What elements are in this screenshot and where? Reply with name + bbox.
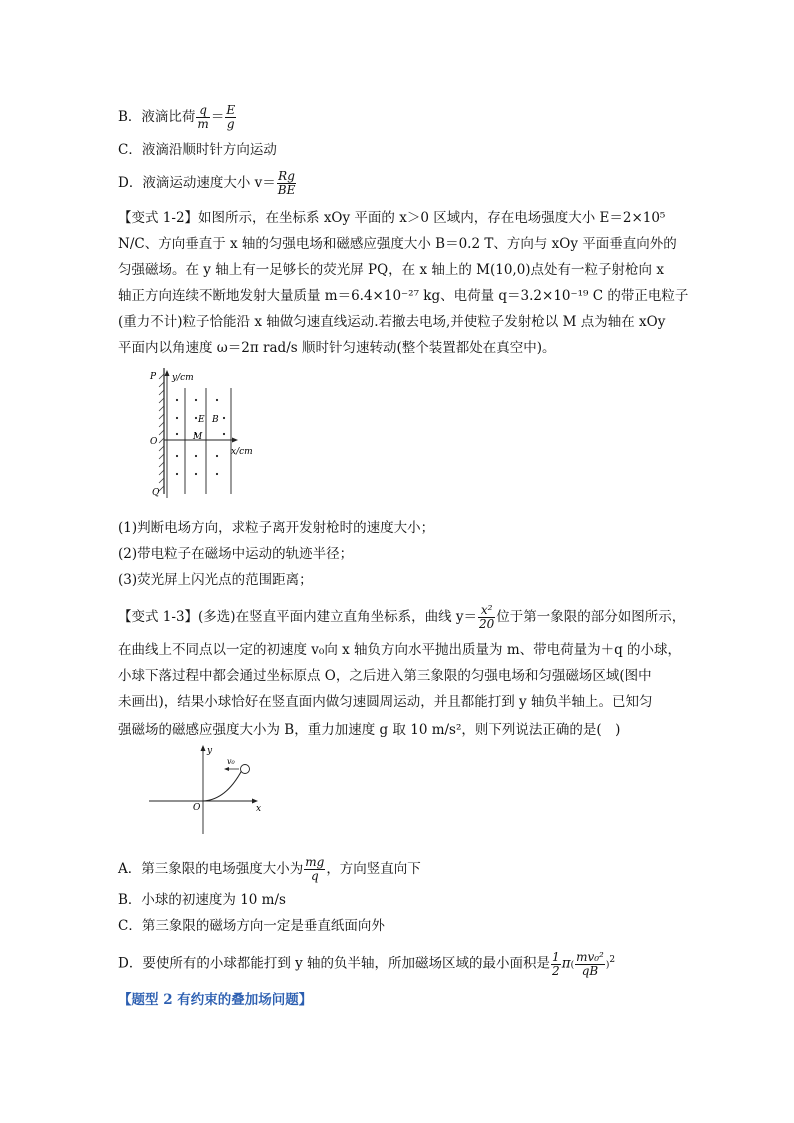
var13-line5: 强磁场的磁感应强度大小为 B，重力加速度 g 取 10 m/s²，则下列说法正确的是( )	[118, 722, 621, 738]
var12-line2: N/C、方向垂直于 x 轴的匀强电场和磁感应强度大小 B＝0.2 T、方向与 xOy 平面垂直向外的	[118, 236, 677, 252]
var13-line1-suffix: 位于第一象限的部分如图所示，	[496, 609, 686, 625]
y-axis-label: y/cm	[172, 373, 194, 383]
fraction-one-half: $\frac{1}{2}$	[552, 949, 560, 978]
fraction-mv0-over-qb: $\frac{\text{mv₀²}}{qB}$	[576, 949, 604, 978]
field-diagram-figure	[140, 368, 280, 502]
var12-line6: 平面内以角速度 ω＝2π rad/s 顺时针匀速转动(整个装置都处在真空中)。	[118, 340, 556, 356]
var12-line5: (重力不计)粒子恰能沿 x 轴做匀速直线运动.若撤去电场,并使粒子发射枪以 M 点为轴在 xOy	[118, 314, 666, 330]
var12-line4: 轴正方向连续不断地发射大量质量 m＝6.4×10⁻²⁷ kg、电荷量 q＝3.2×10⁻¹⁹ C 的带正电粒子	[118, 288, 689, 304]
fraction-x2-over-20: $\frac{\text{x²}}{20}$	[478, 603, 495, 631]
exponent-2: 2	[609, 955, 616, 965]
option-a-suffix: ，方向竖直向下	[326, 861, 421, 877]
label-y: y	[207, 746, 213, 756]
fraction-rg-over-be: $\frac{Rg}{BE}$	[277, 169, 296, 197]
fraction-e-over-g: $\frac{E}{g}$	[226, 103, 236, 131]
projectile-diagram-figure	[146, 744, 264, 836]
pi-symbol: π	[561, 955, 571, 972]
label-o: O	[150, 437, 158, 447]
question-2: (2)带电粒子在磁场中运动的轨迹半径；	[118, 546, 354, 562]
label-o: O	[193, 803, 201, 813]
fraction-mg-over-q: $\frac{mg}{q}$	[305, 855, 325, 883]
var13-line4: 未画出)，结果小球恰好在竖直面内做匀速圆周运动，并且都能打到 y 轴负半轴上。已知匀	[118, 694, 653, 710]
label-m: M	[193, 432, 203, 442]
y-axis-arrow-icon	[165, 370, 170, 376]
var13-line1-prefix: 【变式 1-3】(多选)在竖直平面内建立直角坐标系，曲线 y＝	[118, 609, 477, 625]
curve-path	[203, 770, 242, 801]
option-a-prefix: A．第三象限的电场强度大小为	[118, 861, 304, 877]
label-v0: v₀	[227, 757, 235, 766]
var13-line2: 在曲线上不同点以一定的初速度 v₀向 x 轴负方向水平抛出质量为 m、带电荷量为＋q 的小球，	[118, 642, 682, 658]
equals-sign: ＝	[210, 109, 225, 125]
var13-line3: 小球下落过程中都会通过坐标原点 O，之后进入第三象限的匀强电场和匀强磁场区域(图中	[118, 668, 652, 684]
label-e: E	[198, 415, 205, 425]
option-d-prefix: D．液滴运动速度大小 v＝	[118, 175, 276, 191]
option-b-prefix: B．液滴比荷	[118, 109, 196, 125]
option-b-line	[118, 104, 237, 131]
fraction-q-over-m: $\frac{q}{m}$	[197, 103, 209, 131]
var12-line3: 匀强磁场。在 y 轴上有一足够长的荧光屏 PQ，在 x 轴上的 M(10,0)点处有一粒子射枪向 x	[118, 262, 664, 278]
option-b-line-2: B．小球的初速度为 10 m/s	[118, 892, 286, 908]
label-b: B	[212, 415, 219, 425]
option-d-line	[118, 170, 297, 197]
velocity-arrowhead-icon	[224, 767, 229, 771]
var13-line1	[118, 604, 685, 631]
var12-line1: 【变式 1-2】如图所示，在坐标系 xOy 平面的 x＞0 区域内，存在电场强度大小 E＝2×10⁵	[118, 210, 666, 226]
question-3: (3)荧光屏上闪光点的范围距离；	[118, 572, 313, 588]
x-axis-arrow-icon	[252, 799, 258, 804]
screen-hatching	[159, 374, 164, 491]
option-d-line-2: D．要使所有的小球都能打到 y 轴的负半轴，所加磁场区域的最小面积是 $\frac{1}{2}$ π( $\frac{\text{mv₀²}}{qB}$ )$^2$	[118, 949, 616, 978]
option-d-prefix-2: D．要使所有的小球都能打到 y 轴的负半轴，所加磁场区域的最小面积是	[118, 955, 551, 972]
section-heading: 【题型 2 有约束的叠加场问题】	[118, 992, 313, 1008]
label-q: Q	[152, 488, 160, 498]
question-1: (1)判断电场方向，求粒子离开发射枪时的速度大小；	[118, 520, 435, 536]
option-c-line-2: C．第三象限的磁场方向一定是垂直纸面向外	[118, 918, 385, 934]
option-c-line: C．液滴沿顺时针方向运动	[118, 142, 277, 158]
ball-icon	[241, 765, 250, 774]
label-p: P	[150, 372, 157, 382]
y-axis-arrow-icon	[201, 745, 206, 751]
x-axis-label: x/cm	[231, 447, 253, 457]
x-axis-arrow-icon	[232, 438, 238, 443]
label-x: x	[256, 804, 262, 814]
option-a-line	[118, 856, 421, 883]
